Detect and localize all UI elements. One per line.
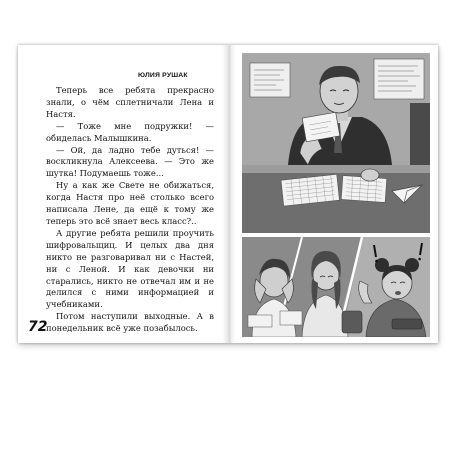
paragraph: Ну а как же Свете не обижаться, когда Настя про неё столько всего написала Лене, да ещё к тому же теперь это всё знает весь класс?.. [46,180,214,226]
classroom-boy-panel [242,53,430,233]
paragraph: Потом наступили выходные. А в понедельник всё уже позабылось. [46,311,214,334]
page-number: 72 [28,319,48,335]
book-spine-shadow [222,45,236,343]
story-text [46,85,214,335]
classroom-girls-panel [242,237,430,337]
paragraph: Теперь все ребята прекрасно знали, о чём сплетничали Лена и Настя. [46,85,214,119]
paragraph: А другие ребята решили проучить шифровальщиц. И целых два дня никто не разговаривал ни с Настей, ни с Леной. И как девочки ни старались, никто не отвечал им и не делился с ними информацией и учебниками. [46,227,214,310]
paragraph: — Тоже мне подружки! — обиделась Малышкина. [46,120,214,143]
running-head-author: ЮЛИЯ РУШАК [138,72,188,79]
paragraph: — Ой, да ладно тебе дуться! — воскликнула Алексеева. — Это же шутка! Подумаешь тоже... [46,144,214,179]
story-illustration [242,53,430,337]
open-book-spread [18,45,438,343]
